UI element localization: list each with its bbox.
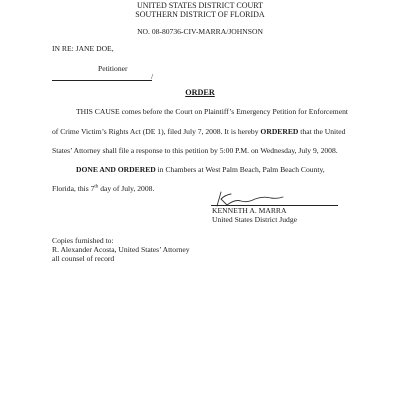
caption-rule xyxy=(52,80,152,81)
done-and-ordered: DONE AND ORDERED xyxy=(76,165,156,174)
body-p1-line2 xyxy=(52,127,345,136)
caption-slash: / xyxy=(151,72,154,81)
copies-line-1: R. Alexander Acosta, United States’ Attorney xyxy=(52,245,190,254)
body-p1-line1: THIS CAUSE comes before the Court on Plaintiff’s Emergency Petition for Enforcement xyxy=(76,107,348,116)
date-superscript: th xyxy=(94,184,99,190)
district-name: SOUTHERN DISTRICT OF FLORIDA xyxy=(135,10,265,19)
body-p2-line1-b: in Chambers at West Palm Beach, Palm Beach County, xyxy=(155,165,325,174)
copies-line-2: all counsel of record xyxy=(52,254,115,263)
body-p2-line2-a: Florida, this 7 xyxy=(52,184,95,193)
body-p2-line1 xyxy=(76,165,325,174)
case-number: NO. 08-80736-CIV-MARRA/JOHNSON xyxy=(137,27,263,36)
ordered-emphasis: ORDERED xyxy=(260,127,299,136)
judge-name: KENNETH A. MARRA xyxy=(212,206,287,215)
body-p1-line2-a: of Crime Victim’s Rights Act (DE 1), filed July 7, 2008. It is hereby xyxy=(52,127,261,136)
copies-heading: Copies furnished to: xyxy=(52,236,114,245)
body-p1-line3: States’ Attorney shall file a response to this petition by 5:00 P.M. on Wednesday, July 9, 2008. xyxy=(52,146,338,155)
order-title: ORDER xyxy=(185,88,215,97)
body-p2-line2-b: day of July, 2008. xyxy=(98,184,155,193)
court-name: UNITED STATES DISTRICT COURT xyxy=(136,1,264,10)
body-p2-line2 xyxy=(52,184,154,193)
petitioner-label: Petitioner xyxy=(98,64,128,73)
body-p1-line2-c: that the United xyxy=(298,127,346,136)
judge-title: United States District Judge xyxy=(212,215,297,224)
in-re-line: IN RE: JANE DOE, xyxy=(52,44,114,53)
